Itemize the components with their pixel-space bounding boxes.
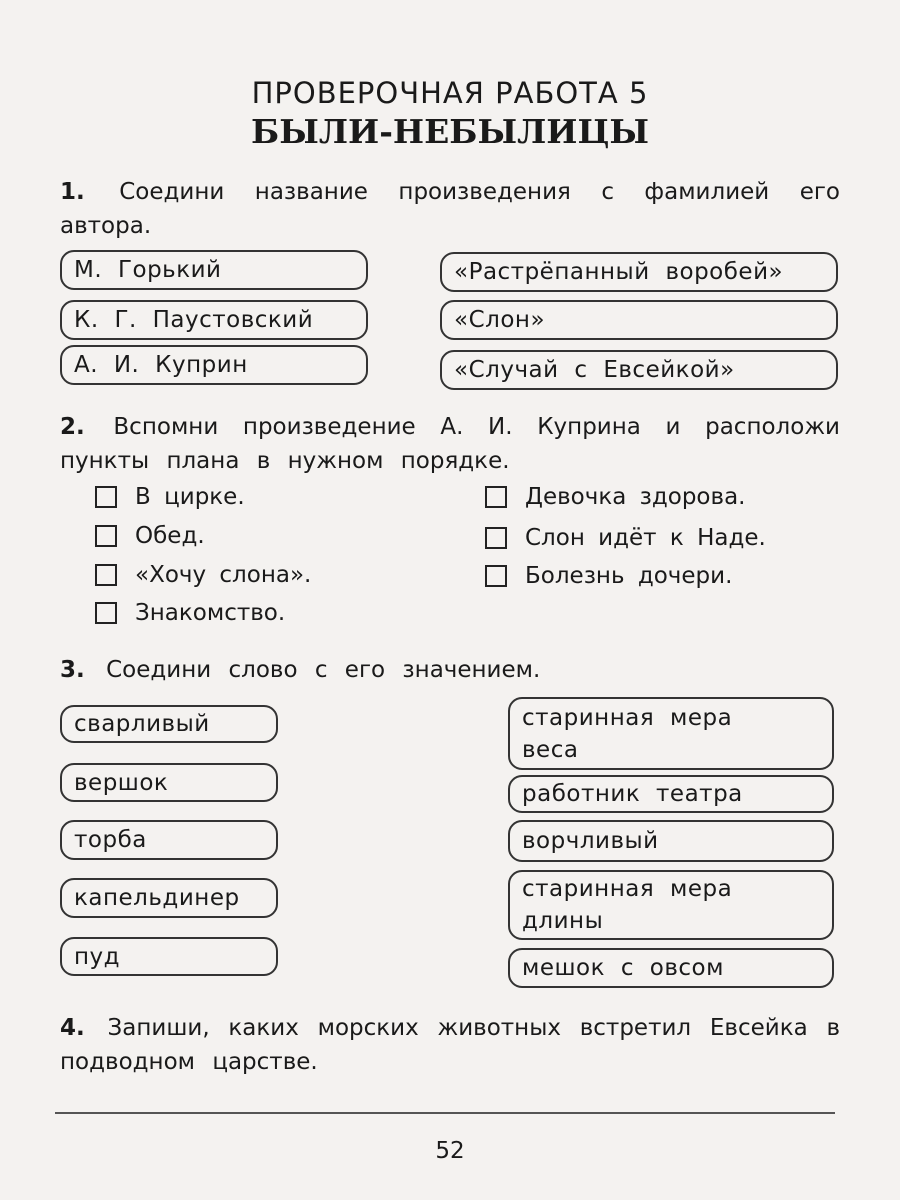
question-text: Соедини название произведения с фамилией его автора.: [60, 179, 841, 239]
word-box[interactable]: капельдинер: [60, 878, 278, 918]
question-text: Соедини слово с его значением.: [106, 657, 541, 683]
plan-item[interactable]: [95, 523, 205, 549]
question-text: Вспомни произведение А. И. Куприна и расположи пункты плана в нужном порядке.: [60, 414, 841, 474]
plan-item[interactable]: [95, 484, 245, 510]
question-text: Запиши, каких морских животных встретил Евсейка в подводном царстве.: [60, 1015, 841, 1075]
question-number: 3.: [60, 657, 85, 683]
plan-item[interactable]: [95, 600, 285, 626]
checkbox[interactable]: [485, 486, 507, 508]
question-1: [60, 175, 840, 243]
question-number: 2.: [60, 414, 85, 440]
question-number: 4.: [60, 1015, 85, 1041]
divider: [55, 1112, 835, 1114]
work-box[interactable]: «Слон»: [440, 300, 838, 340]
plan-item[interactable]: [485, 484, 745, 510]
plan-item-label: Болезнь дочери.: [525, 563, 733, 589]
checkbox[interactable]: [95, 486, 117, 508]
meaning-box[interactable]: ворчливый: [508, 820, 834, 862]
plan-item-label: Слон идёт к Наде.: [525, 525, 766, 551]
page-title: ПРОВЕРОЧНАЯ РАБОТА 5: [251, 76, 649, 110]
plan-item-label: Обед.: [135, 523, 205, 549]
question-number: 1.: [60, 179, 85, 205]
question-4: [60, 1011, 840, 1079]
author-box[interactable]: М. Горький: [60, 250, 368, 290]
author-box[interactable]: К. Г. Паустовский: [60, 300, 368, 340]
word-box[interactable]: торба: [60, 820, 278, 860]
meaning-box[interactable]: мешок с овсом: [508, 948, 834, 988]
plan-item-label: Знакомство.: [135, 600, 286, 626]
meaning-box[interactable]: старинная мера веса: [508, 697, 834, 770]
page-number: 52: [435, 1138, 465, 1164]
plan-item[interactable]: [95, 562, 311, 588]
question-2: [60, 410, 840, 478]
work-box[interactable]: «Случай с Евсейкой»: [440, 350, 838, 390]
plan-item[interactable]: [485, 563, 732, 589]
plan-item-label: Девочка здорова.: [525, 484, 746, 510]
checkbox[interactable]: [95, 525, 117, 547]
word-box[interactable]: сварливый: [60, 705, 278, 743]
checkbox[interactable]: [95, 564, 117, 586]
word-box[interactable]: вершок: [60, 763, 278, 802]
work-box[interactable]: «Растрёпанный воробей»: [440, 252, 838, 292]
checkbox[interactable]: [485, 565, 507, 587]
checkbox[interactable]: [95, 602, 117, 624]
author-box[interactable]: А. И. Куприн: [60, 345, 368, 385]
checkbox[interactable]: [485, 527, 507, 549]
question-3: [60, 653, 840, 687]
plan-item-label: В цирке.: [135, 484, 245, 510]
word-box[interactable]: пуд: [60, 937, 278, 976]
meaning-box[interactable]: старинная мера длины: [508, 870, 834, 940]
plan-item-label: «Хочу слона».: [135, 562, 312, 588]
page-subtitle: БЫЛИ-НЕБЫЛИЦЫ: [251, 112, 649, 151]
plan-item[interactable]: [485, 525, 766, 551]
meaning-box[interactable]: работник театра: [508, 775, 834, 813]
